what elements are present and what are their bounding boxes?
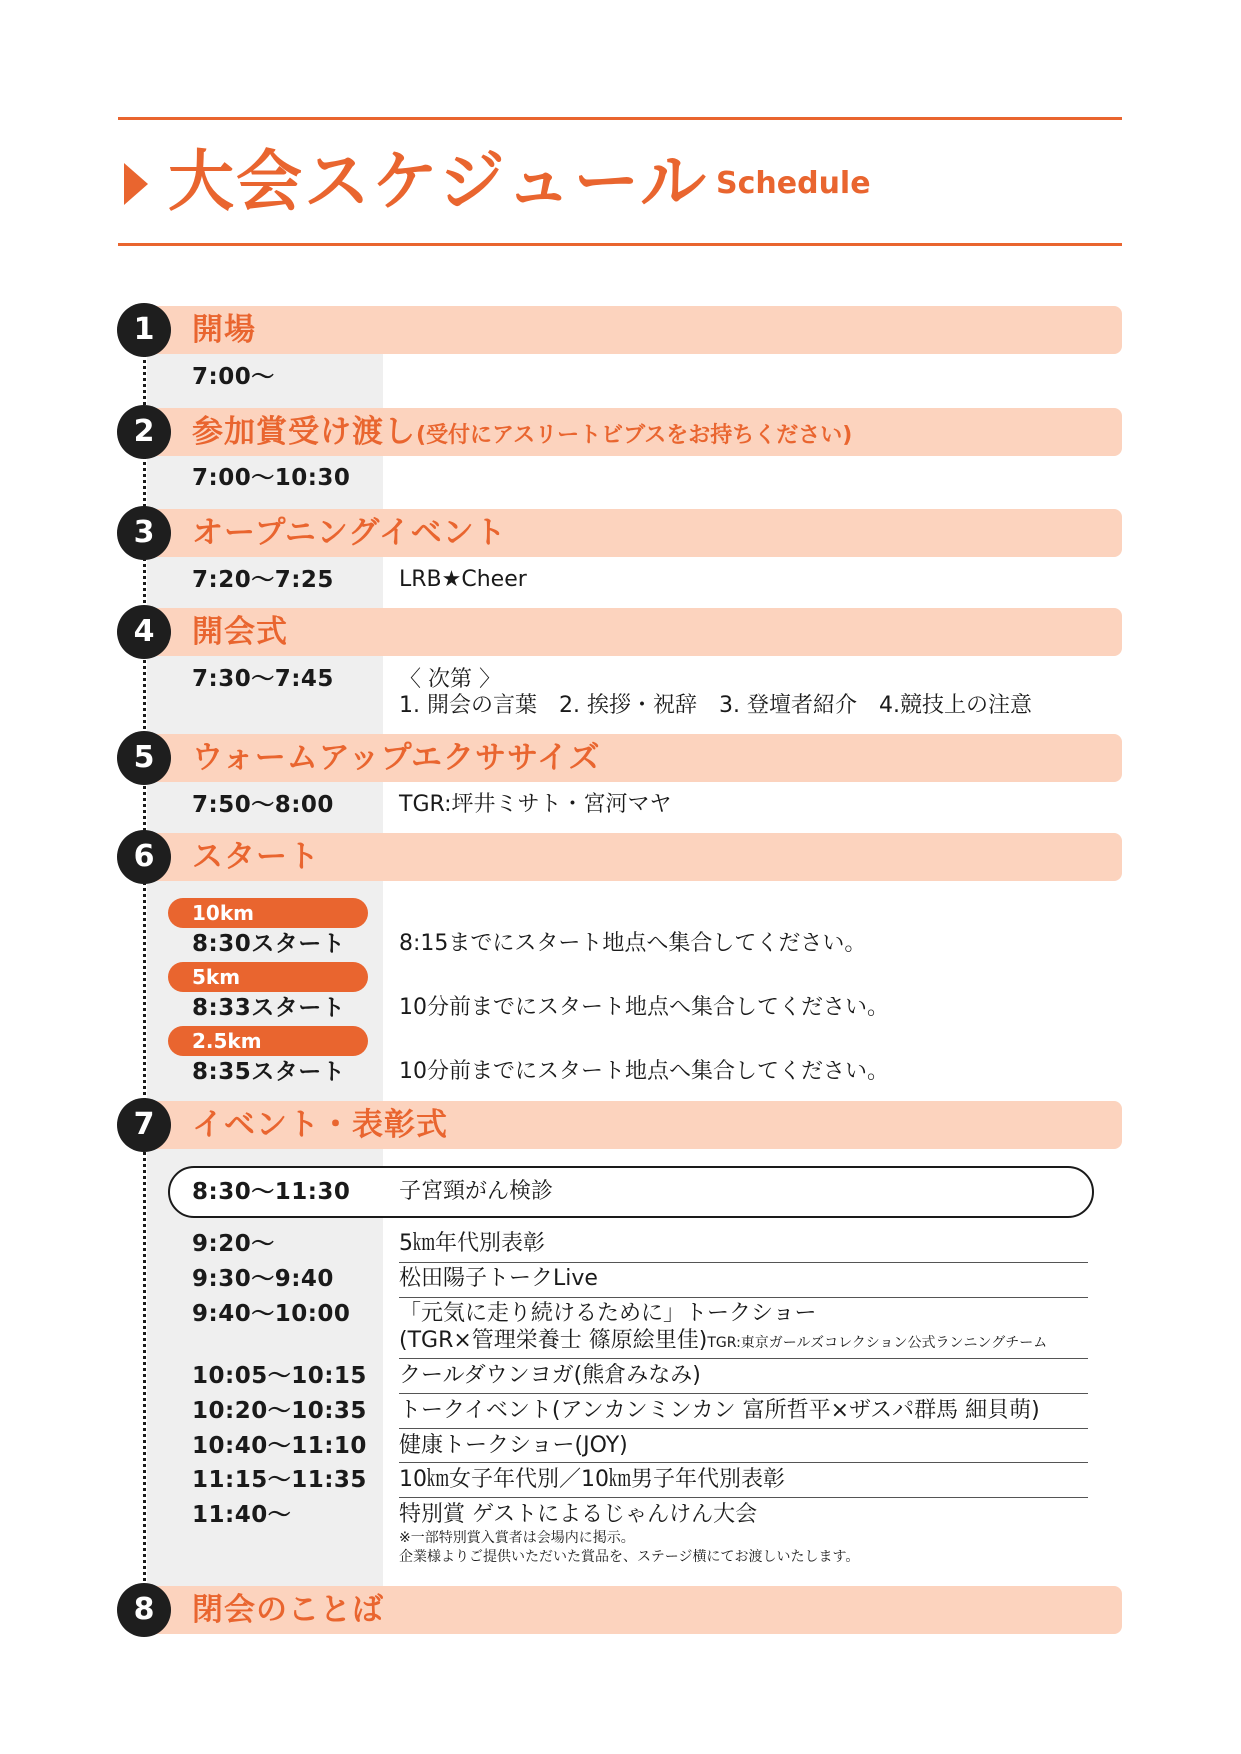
event-time: 9:30〜9:40 [192,1266,334,1292]
header-bottom-rule [118,243,1122,246]
section-title: 開会式 [192,614,288,650]
schedule-description: TGR:坪井ミサト・宮河マヤ [399,792,672,817]
schedule-description: LRB★Cheer [399,567,527,592]
event-description: 10㎞女子年代別／10㎞男子年代別表彰 [399,1467,785,1492]
event-time: 10:40〜11:10 [192,1433,367,1459]
event-note: 企業様よりご提供いただいた賞品を、ステージ横にてお渡しいたします。 [399,1549,860,1565]
event-time: 11:40〜 [192,1502,292,1528]
section-title: スタート [192,839,320,875]
section-title: オープニングイベント [192,515,507,551]
distance-pill: 10km [168,898,368,928]
event-time: 9:20〜 [192,1231,275,1257]
event-time: 9:40〜10:00 [192,1301,351,1327]
section-bar [148,608,1122,656]
section-number-badge: 4 [117,605,171,659]
section-number-badge: 2 [117,405,171,459]
event-guest-note: TGR:東京ガールズコレクション公式ランニングチーム [707,1335,1048,1351]
page-title: 大会スケジュール [168,143,709,220]
title-arrow-icon [124,163,148,205]
section-number-badge: 5 [117,731,171,785]
section-number-badge: 7 [117,1098,171,1152]
section-title: ウォームアップエクササイズ [192,740,601,776]
highlight-description: 子宮頸がん検診 [399,1179,554,1204]
event-time: 10:20〜10:35 [192,1398,367,1424]
event-description: クールダウンヨガ(熊倉みなみ) [399,1363,701,1388]
section-title: イベント・表彰式 [192,1107,448,1143]
start-description: 10分前までにスタート地点へ集合してください。 [399,1059,889,1084]
schedule-time: 7:30〜7:45 [192,666,334,692]
start-time: 8:30スタート [192,931,346,957]
row-divider [399,1358,1088,1359]
section-number-badge: 6 [117,830,171,884]
schedule-description: 1. 開会の言葉 2. 挨拶・祝辞 3. 登壇者紹介 4.競技上の注意 [399,693,1032,718]
event-time: 10:05〜10:15 [192,1363,367,1389]
start-time: 8:35スタート [192,1059,346,1085]
section-number-badge: 1 [117,303,171,357]
event-time: 11:15〜11:35 [192,1467,367,1493]
event-description: 5㎞年代別表彰 [399,1231,545,1256]
section-number-badge: 3 [117,506,171,560]
row-divider [399,1393,1088,1394]
section-number-badge: 8 [117,1583,171,1637]
schedule-time: 7:00〜10:30 [192,465,351,491]
row-divider [399,1262,1088,1263]
row-divider [399,1428,1088,1429]
event-description: 健康トークショー(JOY) [399,1433,628,1458]
event-note: ※一部特別賞入賞者は会場内に掲示。 [399,1530,635,1546]
row-divider [399,1462,1088,1463]
header-top-rule [118,117,1122,120]
event-description-line2 [399,1327,1047,1357]
section-bar [148,306,1122,354]
distance-pill: 5km [168,962,368,992]
distance-pill: 2.5km [168,1026,368,1056]
section-title: 開場 [192,312,256,348]
section-title: 閉会のことば [192,1592,384,1628]
row-divider [399,1297,1088,1298]
highlight-time: 8:30〜11:30 [192,1179,351,1205]
event-description: トークイベント(アンカンミンカン 富所哲平×ザスパ群馬 細貝萌) [399,1398,1040,1423]
event-description: 松田陽子トークLive [399,1266,598,1291]
schedule-time: 7:20〜7:25 [192,567,334,593]
event-description: 特別賞 ゲストによるじゃんけん大会 [399,1502,758,1527]
schedule-time: 7:00〜 [192,364,275,390]
start-description: 8:15までにスタート地点へ集合してください。 [399,931,867,956]
section-title [192,408,852,460]
page-subtitle: Schedule [716,166,871,201]
schedule-time: 7:50〜8:00 [192,792,334,818]
event-description: 「元気に走り続けるために」トークショー [399,1301,817,1326]
event-guest: (TGR×管理栄養士 篠原絵里佳) [399,1328,708,1353]
section-title-note: (受付にアスリートビブスをお持ちください) [416,423,853,448]
section-title-text: 参加賞受け渡し [192,414,416,450]
schedule-description: 〈 次第 〉 [399,667,501,692]
start-description: 10分前までにスタート地点へ集合してください。 [399,995,889,1020]
start-time: 8:33スタート [192,995,346,1021]
row-divider [399,1497,1088,1498]
